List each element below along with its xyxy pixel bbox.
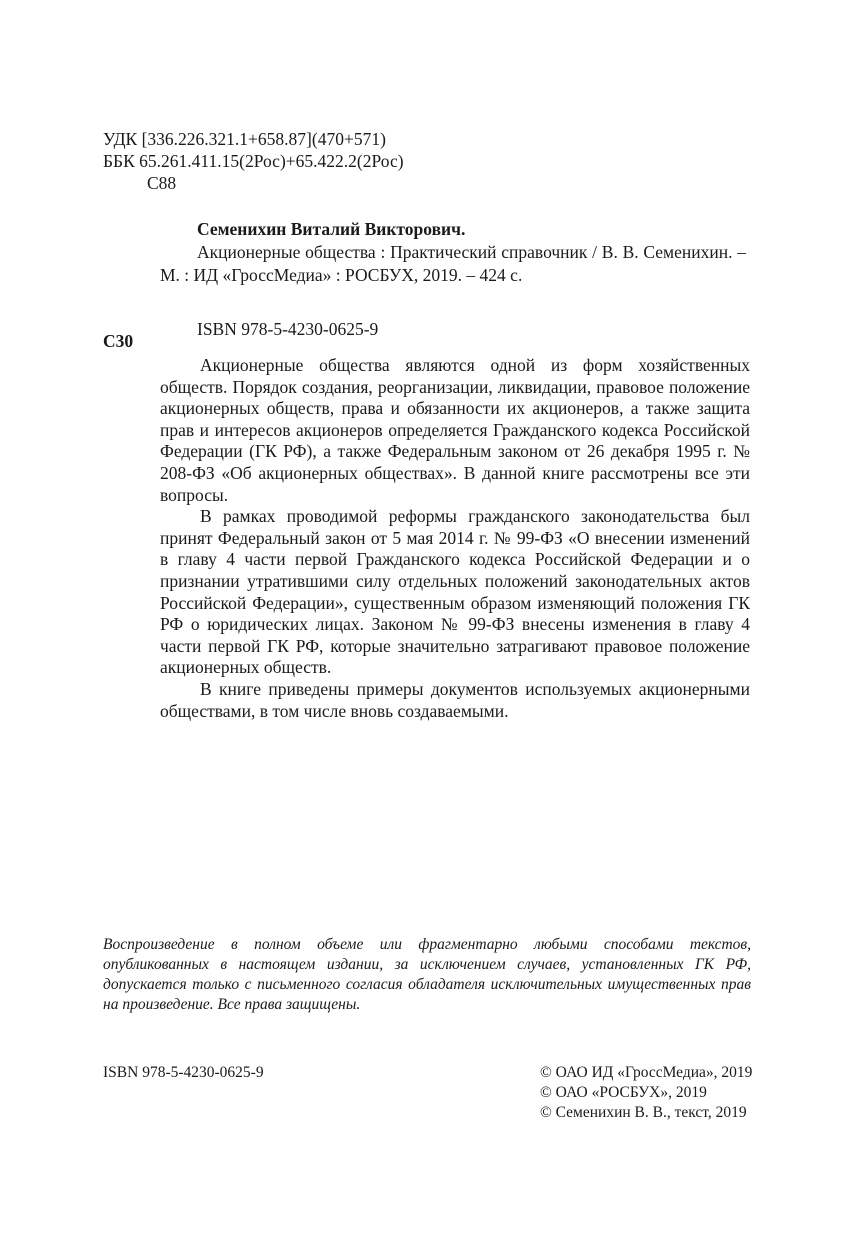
annotation-paragraph-2: В рамках проводимой реформы гражданского законодательства был принят Федеральный закон от 5 мая 2014 г. № 99-ФЗ «О внесении изменений в главу 4 части первой Гражданского кодекса Российской Федерации и о признании утратившими силу отдельных положений законодательных актов Российской Федерации», существенным образом изменяющий положения ГК РФ о юридических лицах. Законом № 99-ФЗ внесены изменения в главу 4 части первой ГК РФ, которые значительно затрагивают правовое положение акционерных обществ.: [160, 506, 750, 678]
copyright-rosbuh: © ОАО «РОСБУХ», 2019: [540, 1084, 707, 1101]
copyright-block: [540, 1063, 752, 1123]
isbn-entry: ISBN 978-5-4230-0625-9: [197, 319, 379, 339]
bibliographic-description: Акционерные общества : Практический справочник / В. В. Семенихин. – М. : ИД «ГроссМедиа» : РОСБУХ, 2019. – 424 с.: [160, 242, 746, 285]
annotation-paragraph-3: В книге приведены примеры документов используемых акционерными обществами, в том числе вновь создаваемыми.: [160, 678, 750, 721]
author-sign: С88: [147, 173, 177, 193]
copyright-author: © Семенихин В. В., текст, 2019: [540, 1104, 747, 1121]
udk-code: УДК [336.226.321.1+658.87](470+571): [103, 129, 386, 149]
annotation-paragraph-1: Акционерные общества являются одной из форм хозяйственных обществ. Порядок создания, реорганизации, ликвидации, правовое положение акционерных обществ, права и обязанности их акционеров, а также защита прав и интересов акционеров определяется Гражданского кодекса Российской Федерации (ГК РФ), а также Федеральным законом от 26 декабря 1995 г. № 208-ФЗ «Об акционерных обществах». В данной книге рассмотрены все эти вопросы.: [160, 355, 750, 505]
catalog-sign: С30: [103, 331, 134, 351]
copyright-publisher: © ОАО ИД «ГроссМедиа», 2019: [540, 1064, 753, 1081]
footer-isbn: ISBN 978-5-4230-0625-9: [103, 1064, 264, 1081]
author-name: Семенихин Виталий Викторович.: [197, 219, 466, 239]
rights-notice: Воспроизведение в полном объеме или фрагментарно любыми способами текстов, опубликованных в настоящем издании, за исключением случаев, установленных ГК РФ, допускается только с письменного согласия обладателя исключительных имущественных прав на произведение. Все права защищены.: [103, 936, 751, 1013]
annotation: [160, 355, 750, 722]
bbk-code: ББК 65.261.411.15(2Рос)+65.422.2(2Рос): [103, 151, 404, 171]
